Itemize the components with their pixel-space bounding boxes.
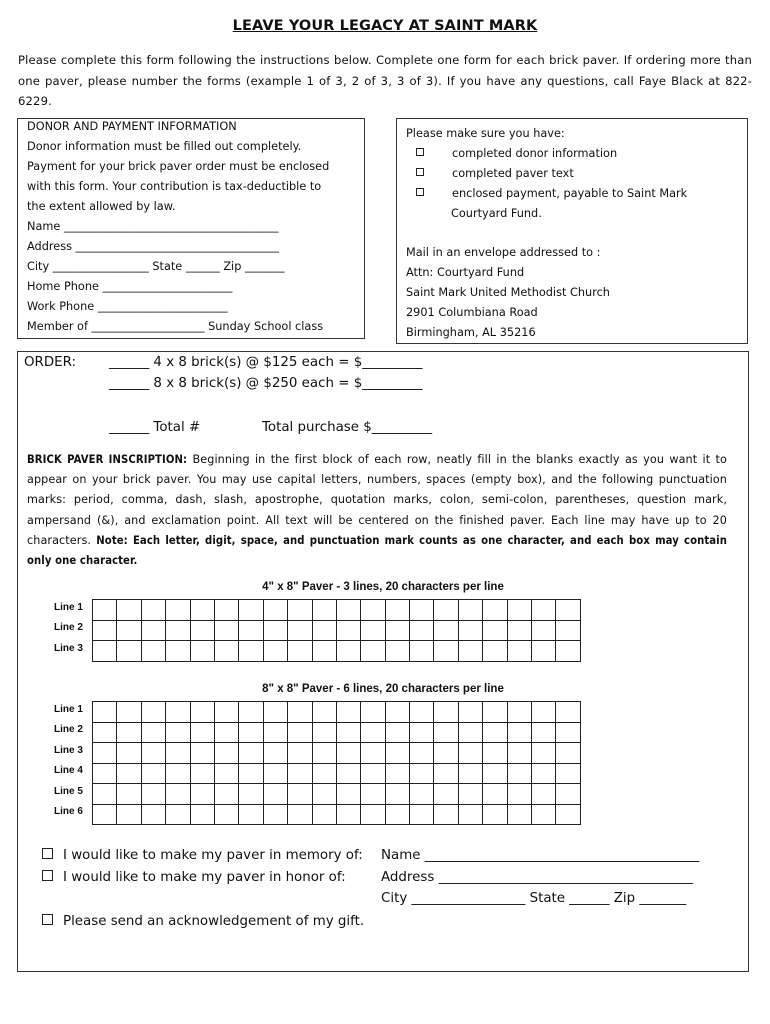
grid-row: [93, 743, 581, 764]
character-box[interactable]: [239, 804, 263, 825]
character-box[interactable]: [410, 620, 434, 641]
order-total-purchase[interactable]: Total purchase $_________: [262, 420, 433, 435]
character-box[interactable]: [239, 722, 263, 743]
character-box[interactable]: [214, 702, 238, 723]
address-field[interactable]: Address ____________________________________: [27, 240, 279, 253]
character-box[interactable]: [556, 620, 580, 641]
character-box[interactable]: [141, 702, 165, 723]
character-box[interactable]: [166, 702, 190, 723]
donor-text-line: Payment for your brick paver order must be enclosed: [27, 160, 330, 173]
grid-line-label: Line 5: [54, 786, 83, 797]
mail-heading: Mail in an envelope addressed to :: [406, 246, 601, 259]
character-box[interactable]: [263, 620, 287, 641]
character-box[interactable]: [312, 784, 336, 805]
donor-text-line: Donor information must be filled out completely.: [27, 140, 302, 153]
character-box[interactable]: [166, 743, 190, 764]
address-line: Attn: Courtyard Fund: [406, 266, 525, 279]
character-box[interactable]: [507, 763, 531, 784]
character-box[interactable]: [556, 784, 580, 805]
inscription-instructions: BRICK PAVER INSCRIPTION: Beginning in the first block of each row, neatly fill in the blanks exactly as you want it to appear on your brick paver. You may use capital letters, numbers, spaces (empty box), and the following punctuation marks: period, comma, dash, slash, apostrophe, quotation marks, colon, semi-colon, parentheses, question mark, ampersand (&), and exclamation point. All text will be centered on the finished paver. Each line may have up to 20 characters. Note: Each letter, digit, space, and punctuation mark counts as one character, and each box may contain only one character.: [27, 453, 727, 568]
honoree-address-field[interactable]: Address ______________________________________: [381, 870, 694, 885]
character-box[interactable]: [556, 743, 580, 764]
character-box[interactable]: [532, 641, 556, 662]
character-box[interactable]: [556, 722, 580, 743]
character-box[interactable]: [507, 641, 531, 662]
grid-row: [93, 784, 581, 805]
character-box[interactable]: [336, 702, 360, 723]
grid-8x8[interactable]: [92, 701, 581, 825]
character-box[interactable]: [532, 600, 556, 621]
character-box[interactable]: [93, 784, 117, 805]
character-box[interactable]: [141, 784, 165, 805]
character-box[interactable]: [434, 804, 458, 825]
character-box[interactable]: [434, 702, 458, 723]
character-box[interactable]: [532, 743, 556, 764]
character-box[interactable]: [336, 804, 360, 825]
character-box[interactable]: [166, 784, 190, 805]
grid-line-label: Line 1: [54, 602, 83, 613]
character-box[interactable]: [556, 600, 580, 621]
character-box[interactable]: [458, 763, 482, 784]
checkbox-icon: [416, 148, 424, 156]
checkbox-icon: [416, 168, 424, 176]
character-box[interactable]: [214, 784, 238, 805]
character-box[interactable]: [532, 763, 556, 784]
character-box[interactable]: [410, 784, 434, 805]
intro-paragraph: Please complete this form following the instructions below. Complete one form for each brick paver. If ordering more than one paver, please number the forms (example 1 of 3, 2 of 3, 3 of 3). If you have any questions, call Faye Black at 822-6229.: [18, 53, 752, 108]
grid-line-label: Line 1: [54, 704, 83, 715]
character-box[interactable]: [288, 804, 312, 825]
donor-text-line: the extent allowed by law.: [27, 200, 176, 213]
character-box[interactable]: [166, 804, 190, 825]
grid-line-label: Line 2: [54, 622, 83, 633]
grid-line-label: Line 4: [54, 765, 83, 776]
character-box[interactable]: [263, 702, 287, 723]
character-box[interactable]: [483, 784, 507, 805]
character-box[interactable]: [361, 784, 385, 805]
character-box[interactable]: [410, 763, 434, 784]
character-box[interactable]: [190, 743, 214, 764]
character-box[interactable]: [312, 743, 336, 764]
character-box[interactable]: [239, 620, 263, 641]
inscription-note: Note: Each letter, digit, space, and punctuation mark counts as one character, and each box may contain only one character.: [27, 533, 727, 568]
character-box[interactable]: [288, 763, 312, 784]
grid-line-label: Line 6: [54, 806, 83, 817]
character-box[interactable]: [93, 600, 117, 621]
character-box[interactable]: [190, 722, 214, 743]
character-box[interactable]: [288, 600, 312, 621]
character-box[interactable]: [483, 763, 507, 784]
character-box[interactable]: [214, 600, 238, 621]
character-box[interactable]: [190, 600, 214, 621]
character-box[interactable]: [263, 763, 287, 784]
character-box[interactable]: [336, 743, 360, 764]
character-box[interactable]: [117, 641, 141, 662]
character-box[interactable]: [361, 702, 385, 723]
character-box[interactable]: [361, 641, 385, 662]
city-state-zip-field[interactable]: City _________________ State ______ Zip _______: [27, 260, 285, 273]
character-box[interactable]: [385, 784, 409, 805]
character-box[interactable]: [312, 804, 336, 825]
grid-row: [93, 804, 581, 825]
character-box[interactable]: [361, 763, 385, 784]
character-box[interactable]: [385, 600, 409, 621]
character-box[interactable]: [434, 763, 458, 784]
character-box[interactable]: [312, 722, 336, 743]
character-box[interactable]: [410, 804, 434, 825]
character-box[interactable]: [507, 600, 531, 621]
character-box[interactable]: [410, 641, 434, 662]
character-box[interactable]: [239, 600, 263, 621]
character-box[interactable]: [410, 722, 434, 743]
character-box[interactable]: [336, 722, 360, 743]
character-box[interactable]: [166, 600, 190, 621]
character-box[interactable]: [239, 763, 263, 784]
character-box[interactable]: [214, 722, 238, 743]
character-box[interactable]: [93, 743, 117, 764]
character-box[interactable]: [117, 784, 141, 805]
character-box[interactable]: [385, 641, 409, 662]
inscription-heading: BRICK PAVER INSCRIPTION:: [27, 453, 188, 466]
character-box[interactable]: [336, 784, 360, 805]
character-box[interactable]: [385, 722, 409, 743]
character-box[interactable]: [288, 784, 312, 805]
checklist-heading: Please make sure you have:: [406, 127, 565, 140]
address-line: Birmingham, AL 35216: [406, 326, 536, 339]
character-box[interactable]: [166, 722, 190, 743]
address-line: Saint Mark United Methodist Church: [406, 286, 610, 299]
grid-row: [93, 641, 581, 662]
character-box[interactable]: [239, 784, 263, 805]
character-box[interactable]: [532, 804, 556, 825]
grid-4x8[interactable]: [92, 599, 581, 662]
character-box[interactable]: [336, 763, 360, 784]
character-box[interactable]: [507, 620, 531, 641]
grid-row: [93, 763, 581, 784]
character-box[interactable]: [288, 702, 312, 723]
character-box[interactable]: [190, 804, 214, 825]
character-box[interactable]: [458, 784, 482, 805]
character-box[interactable]: [263, 804, 287, 825]
character-box[interactable]: [434, 600, 458, 621]
character-box[interactable]: [385, 763, 409, 784]
character-box[interactable]: [239, 702, 263, 723]
character-box[interactable]: [483, 722, 507, 743]
grid-row: [93, 702, 581, 723]
character-box[interactable]: [117, 702, 141, 723]
character-box[interactable]: [507, 784, 531, 805]
character-box[interactable]: [507, 702, 531, 723]
sunday-school-field[interactable]: Member of ____________________ Sunday School class: [27, 320, 324, 333]
character-box[interactable]: [556, 702, 580, 723]
character-box[interactable]: [239, 641, 263, 662]
page-title: LEAVE YOUR LEGACY AT SAINT MARK: [232, 18, 538, 34]
character-box[interactable]: [214, 743, 238, 764]
character-box[interactable]: [141, 763, 165, 784]
home-phone-field[interactable]: Home Phone _______________________: [27, 280, 233, 293]
character-box[interactable]: [312, 620, 336, 641]
character-box[interactable]: [263, 784, 287, 805]
character-box[interactable]: [117, 743, 141, 764]
character-box[interactable]: [214, 804, 238, 825]
character-box[interactable]: [336, 620, 360, 641]
character-box[interactable]: [556, 763, 580, 784]
character-box[interactable]: [458, 641, 482, 662]
checkbox-icon[interactable]: [42, 914, 53, 925]
grid-row: [93, 600, 581, 621]
character-box[interactable]: [483, 702, 507, 723]
character-box[interactable]: [288, 620, 312, 641]
character-box[interactable]: [288, 743, 312, 764]
character-box[interactable]: [288, 722, 312, 743]
character-box[interactable]: [532, 620, 556, 641]
character-box[interactable]: [93, 702, 117, 723]
character-box[interactable]: [458, 702, 482, 723]
order-label: ORDER:: [24, 355, 77, 370]
character-box[interactable]: [93, 641, 117, 662]
order-8x8-row[interactable]: ______ 8 x 8 brick(s) @ $250 each = $_________: [109, 376, 423, 391]
character-box[interactable]: [556, 641, 580, 662]
character-box[interactable]: [190, 702, 214, 723]
character-box[interactable]: [263, 641, 287, 662]
character-box[interactable]: [385, 620, 409, 641]
checkbox-icon: [416, 188, 424, 196]
checklist-item: completed donor information: [406, 144, 617, 164]
character-box[interactable]: [214, 763, 238, 784]
character-box[interactable]: [93, 620, 117, 641]
character-box[interactable]: [141, 804, 165, 825]
order-4x8-row[interactable]: ______ 4 x 8 brick(s) @ $125 each = $_________: [109, 355, 423, 370]
character-box[interactable]: [361, 722, 385, 743]
character-box[interactable]: [434, 743, 458, 764]
character-box[interactable]: [458, 743, 482, 764]
character-box[interactable]: [117, 620, 141, 641]
character-box[interactable]: [141, 641, 165, 662]
character-box[interactable]: [336, 600, 360, 621]
character-box[interactable]: [263, 722, 287, 743]
character-box[interactable]: [458, 600, 482, 621]
order-total-count[interactable]: ______ Total #: [109, 420, 201, 435]
honoree-name-field[interactable]: Name _________________________________________: [381, 848, 700, 863]
character-box[interactable]: [239, 743, 263, 764]
character-box[interactable]: [483, 600, 507, 621]
grid-row: [93, 722, 581, 743]
character-box[interactable]: [507, 743, 531, 764]
character-box[interactable]: [166, 641, 190, 662]
character-box[interactable]: [214, 620, 238, 641]
character-box[interactable]: [141, 743, 165, 764]
honoree-city-field[interactable]: City _________________ State ______ Zip _______: [381, 891, 687, 906]
character-box[interactable]: [190, 763, 214, 784]
character-box[interactable]: [190, 620, 214, 641]
character-box[interactable]: [434, 722, 458, 743]
character-box[interactable]: [458, 804, 482, 825]
character-box[interactable]: [117, 600, 141, 621]
character-box[interactable]: [458, 620, 482, 641]
character-box[interactable]: [190, 784, 214, 805]
character-box[interactable]: [483, 743, 507, 764]
character-box[interactable]: [532, 702, 556, 723]
character-box[interactable]: [434, 784, 458, 805]
checkbox-icon[interactable]: [42, 848, 53, 859]
order-box: [17, 351, 749, 972]
checklist-item: enclosed payment, payable to Saint Mark: [406, 184, 687, 204]
character-box[interactable]: [483, 641, 507, 662]
character-box[interactable]: [361, 743, 385, 764]
grid-4x8-title: 4" x 8" Paver - 3 lines, 20 characters per line: [262, 581, 504, 593]
grid-line-label: Line 3: [54, 643, 83, 654]
character-box[interactable]: [93, 763, 117, 784]
character-box[interactable]: [410, 600, 434, 621]
character-box[interactable]: [507, 804, 531, 825]
character-box[interactable]: [214, 641, 238, 662]
character-box[interactable]: [361, 600, 385, 621]
character-box[interactable]: [556, 804, 580, 825]
character-box[interactable]: [483, 620, 507, 641]
donor-heading: DONOR AND PAYMENT INFORMATION: [27, 120, 237, 133]
grid-line-label: Line 3: [54, 745, 83, 756]
donor-text-line: with this form. Your contribution is tax-deductible to: [27, 180, 322, 193]
character-box[interactable]: [312, 702, 336, 723]
character-box[interactable]: [410, 743, 434, 764]
character-box[interactable]: [93, 722, 117, 743]
character-box[interactable]: [312, 641, 336, 662]
character-box[interactable]: [410, 702, 434, 723]
character-box[interactable]: [312, 763, 336, 784]
character-box[interactable]: [361, 804, 385, 825]
checklist-item-continued: Courtyard Fund.: [451, 207, 542, 220]
name-field[interactable]: Name ______________________________________: [27, 220, 279, 233]
character-box[interactable]: [141, 600, 165, 621]
character-box[interactable]: [190, 641, 214, 662]
mailing-instructions-box: [396, 118, 748, 344]
character-box[interactable]: [263, 600, 287, 621]
character-box[interactable]: [483, 804, 507, 825]
checklist-item: completed paver text: [406, 164, 574, 184]
acknowledgement-option[interactable]: Please send an acknowledgement of my gift.: [42, 914, 364, 929]
character-box[interactable]: [361, 620, 385, 641]
character-box[interactable]: [141, 722, 165, 743]
character-box[interactable]: [288, 641, 312, 662]
address-line: 2901 Columbiana Road: [406, 306, 538, 319]
character-box[interactable]: [166, 620, 190, 641]
donor-info-box: [17, 118, 365, 339]
character-box[interactable]: [434, 620, 458, 641]
character-box[interactable]: [385, 743, 409, 764]
character-box[interactable]: [458, 722, 482, 743]
grid-row: [93, 620, 581, 641]
character-box[interactable]: [141, 620, 165, 641]
character-box[interactable]: [385, 702, 409, 723]
character-box[interactable]: [507, 722, 531, 743]
character-box[interactable]: [532, 722, 556, 743]
memory-option[interactable]: I would like to make my paver in memory of:: [42, 848, 363, 863]
grid-8x8-title: 8" x 8" Paver - 6 lines, 20 characters per line: [262, 683, 504, 695]
character-box[interactable]: [312, 600, 336, 621]
character-box[interactable]: [532, 784, 556, 805]
character-box[interactable]: [263, 743, 287, 764]
checkbox-icon[interactable]: [42, 870, 53, 881]
character-box[interactable]: [336, 641, 360, 662]
character-box[interactable]: [93, 804, 117, 825]
honor-option[interactable]: I would like to make my paver in honor of:: [42, 870, 346, 885]
character-box[interactable]: [385, 804, 409, 825]
character-box[interactable]: [117, 722, 141, 743]
character-box[interactable]: [117, 763, 141, 784]
character-box[interactable]: [117, 804, 141, 825]
grid-line-label: Line 2: [54, 724, 83, 735]
work-phone-field[interactable]: Work Phone _______________________: [27, 300, 228, 313]
character-box[interactable]: [166, 763, 190, 784]
character-box[interactable]: [434, 641, 458, 662]
